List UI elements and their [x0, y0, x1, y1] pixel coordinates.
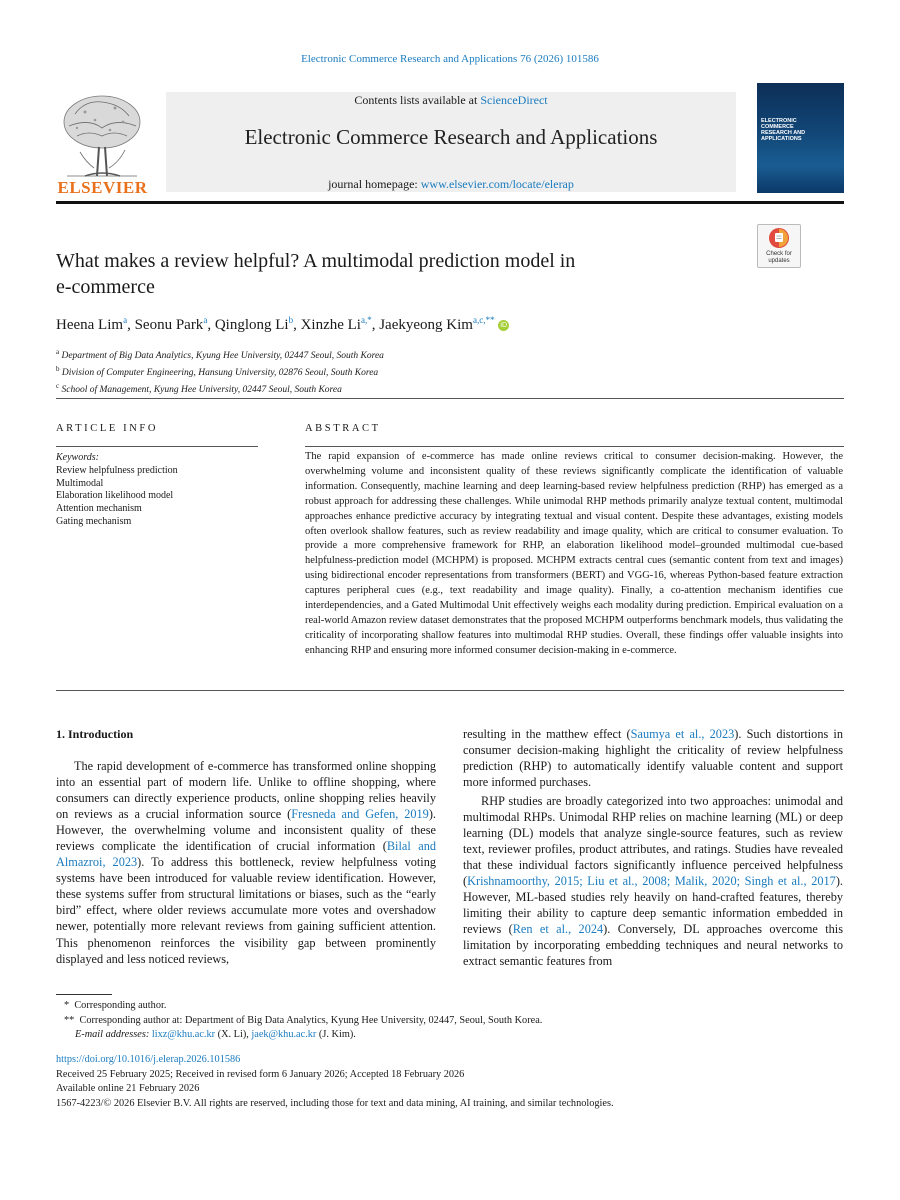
footnotes — [56, 999, 542, 1043]
received-dates: Received 25 February 2025; Received in revised form 6 January 2026; Accepted 18 February 2026 — [56, 1068, 465, 1080]
affiliation-item — [56, 363, 384, 380]
email-owner: (J. Kim). — [316, 1029, 356, 1040]
citation-link[interactable]: Saumya et al., 2023 — [630, 727, 735, 741]
cover-line: ELECTRONIC — [761, 118, 797, 124]
affiliation-text: Department of Big Data Analytics, Kyung Hee University, 02447 Seoul, South Korea — [61, 351, 384, 362]
keyword-item: Attention mechanism — [56, 503, 142, 515]
paragraph-text: ). However, ML-based studies rely heavily on hand-crafted features, thereby limiting their ability to capture deep semantic information embedded in reviews ( — [463, 874, 843, 937]
paragraph-text: RHP studies are broadly categorized into two approaches: unimodal and multimodal RHPs. Unimodal RHP relies on machine learning (ML) or deep learning (DL) models that analyze single-source features, such as review text, reviewer profiles, product attributes, and ratings. Studies have revealed that these individual factors significantly influence perceived helpfulness ( — [463, 794, 843, 889]
section-divider — [56, 690, 844, 691]
author-name[interactable]: Qinglong Li — [214, 317, 289, 333]
homepage-prefix: journal homepage: — [328, 177, 421, 191]
paragraph-text: The rapid development of e-commerce has transformed online shopping into an essential part of modern life. Unlike to offline shopping, where consumers can directly experience products, online shopping relies heavily on reviews as a crucial information source ( — [56, 759, 436, 822]
paragraph-text: ). Conversely, DL approaches overcome this limitation by incorporating embedding techniques and neural networks to extract semantic features from — [463, 922, 843, 969]
article-info-heading: ARTICLE INFO — [56, 423, 159, 434]
author-affiliation-mark[interactable]: a,* — [360, 315, 372, 325]
paragraph-text: ). Such distortions in consumer decision-making highlight the criticality of review helpfulness prediction (RHP) to automatically identify valuable content and support more informed purchases. — [463, 727, 843, 790]
cover-line: COMMERCE — [761, 124, 794, 130]
email-link[interactable]: jaek@khu.ac.kr — [251, 1029, 317, 1040]
abstract-text: The rapid expansion of e-commerce has made online reviews critical to consumer decision-making. However, the overwhelming volume and inconsistent quality of these reviews significantly complicate the identification of valuable information. Consequently, machine learning and deep learning-based review helpfulness prediction (RHP) has emerged as a robust approach for addressing these challenges. While unimodal RHP methods primarily analyze textual content, multimodal approaches enhance predictive accuracy by integrating textual and visual content. Despite these advantages, existing models often overlook shallow features, such as review readability and image quality, which are critical to consumer evaluation. To provide a more comprehensive framework for RHP, an elaboration likelihood model–grounded multimodal cue-based helpfulness-prediction model (MCHPM) is proposed. MCHPM extracts central cues (semantic content from text and images) using bidirectional encoder representations from transformers (BERT) and VGG-16, whereas Python-based feature extraction captures peripheral cues (e.g., text readability and image quality). Finally, a co-attention mechanism identifies cue interdependencies, and a Gated Multimodal Unit effectively weighs each modality during prediction. Empirical evaluation on a real-world Amazon review dataset demonstrates that the proposed MCHPM outperforms benchmark models, thus validating the criticality of incorporating shallow features into multimodal RHP studies. Overall, these findings offer valuable insights into enhancing RHP and ensuring more informed consumer decision-making in e-commerce. — [305, 451, 843, 656]
contents-prefix: Contents lists available at — [354, 93, 481, 107]
introduction-heading: 1. Introduction — [56, 727, 134, 741]
author-affiliation-mark[interactable]: a — [203, 315, 208, 325]
author-name[interactable]: Seonu Park — [134, 317, 204, 333]
contents-availability-line — [166, 93, 736, 108]
journal-title: Electronic Commerce Research and Applications — [244, 125, 658, 149]
check-updates-label: Check for — [766, 251, 792, 257]
footnote-divider — [56, 994, 112, 995]
paper-title-line: e-commerce — [56, 276, 155, 298]
abstract-heading: ABSTRACT — [305, 423, 381, 434]
email-owner: (X. Li), — [215, 1029, 252, 1040]
doi-link[interactable]: https://doi.org/10.1016/j.elerap.2026.101586 — [56, 1054, 241, 1065]
email-line — [56, 1028, 542, 1043]
paper-title — [56, 248, 696, 300]
citation-link[interactable]: Fresneda and Gefen, 2019 — [291, 807, 429, 822]
paragraph-text: ). However, the overwhelming volume and inconsistent quality of these reviews complicate the identification of crucial information ( — [56, 807, 436, 854]
journal-homepage-line — [166, 177, 736, 192]
affiliation-mark: a — [56, 348, 60, 356]
journal-cover-title — [761, 118, 841, 142]
email-link[interactable]: lixz@khu.ac.kr — [151, 1029, 216, 1040]
affiliation-list — [56, 346, 384, 397]
keyword-item: Multimodal — [56, 477, 104, 489]
journal-reference-link[interactable]: Electronic Commerce Research and Applications 76 (2026) 101586 — [301, 53, 599, 65]
affiliation-mark: b — [56, 365, 60, 374]
citation-link[interactable]: Bilal and Almazroi, 2023 — [56, 839, 436, 870]
author-name[interactable]: Heena Lim — [56, 317, 124, 333]
paper-title-line: What makes a review helpful? A multimodal prediction model in — [56, 250, 576, 272]
footnote-mark: * — [64, 1000, 70, 1011]
cover-line: APPLICATIONS — [761, 136, 802, 142]
footnote-mark: ** — [64, 1014, 75, 1026]
footnote-text: Corresponding author at: Department of Big Data Analytics, Kyung Hee University, 02447, Seoul, South Korea. — [79, 1014, 543, 1026]
author-affiliation-mark[interactable]: a,c,** — [472, 315, 495, 325]
orcid-icon[interactable]: iD — [498, 320, 509, 331]
author-separator: , — [293, 317, 301, 333]
author-name[interactable]: Jaekyeong Kim — [379, 317, 473, 333]
check-updates-label: updates — [768, 257, 790, 264]
check-for-updates-button[interactable] — [757, 224, 801, 268]
keyword-item: Elaboration likelihood model — [56, 490, 174, 502]
author-separator: , — [371, 317, 380, 333]
keyword-item: Review helpfulness prediction — [56, 464, 178, 476]
affiliation-text: Division of Computer Engineering, Hansung University, 02876 Seoul, South Korea — [61, 368, 379, 379]
footnote-text: Corresponding author. — [74, 1000, 167, 1011]
citation-link[interactable]: Krishnamoorthy, 2015; Liu et al., 2008; Malik, 2020; Singh et al., 2017 — [467, 874, 836, 889]
affiliation-text: School of Management, Kyung Hee University, 02447 Seoul, South Korea — [61, 385, 342, 396]
keywords-label: Keywords: — [56, 452, 99, 463]
author-name[interactable]: Xinzhe Li — [300, 317, 361, 333]
author-list — [56, 315, 509, 334]
cover-line: RESEARCH AND — [761, 130, 806, 136]
keyword-item: Gating mechanism — [56, 515, 132, 527]
email-label: E-mail addresses: — [75, 1029, 150, 1040]
abstract-divider — [305, 446, 844, 447]
sciencedirect-link[interactable]: ScienceDirect — [480, 93, 548, 107]
check-updates-icon — [758, 225, 800, 251]
footnote-item — [56, 1014, 542, 1029]
author-affiliation-mark[interactable]: b — [288, 315, 294, 325]
available-online-date: Available online 21 February 2026 — [56, 1083, 200, 1094]
copyright-notice: 1567-4223/© 2026 Elsevier B.V. All rights are reserved, including those for text and data mining, AI training, and similar technologies. — [56, 1097, 614, 1109]
footnote-item — [56, 999, 542, 1014]
article-info-divider — [56, 446, 258, 447]
author-separator: , — [207, 317, 215, 333]
publication-info — [56, 1053, 614, 1111]
paragraph-text: ). To address this bottleneck, review helpfulness voting systems have been introduced for valuable review identification. However, these systems suffer from structural limitations or biases, such as the “early bird” effect, where older reviews accumulate more votes and overshadow newer, potentially more relevant reviews from gaining sufficient attention. This phenomenon reinforces the visibility gap between prominently displayed and less noticed reviews, — [56, 855, 436, 966]
author-separator: , — [127, 317, 135, 333]
intro-paragraph — [463, 726, 843, 790]
affiliation-item — [56, 346, 384, 363]
journal-homepage-link[interactable]: www.elsevier.com/locate/elerap — [420, 177, 574, 191]
citation-link[interactable]: Ren et al., 2024 — [512, 922, 604, 937]
elsevier-wordmark: ELSEVIER — [57, 178, 148, 197]
paragraph-text: resulting in the matthew effect ( — [463, 727, 631, 741]
keywords-list — [56, 452, 178, 529]
section-divider — [56, 398, 844, 399]
affiliation-mark: c — [56, 382, 60, 391]
intro-paragraph — [463, 793, 843, 970]
header-divider — [56, 201, 844, 204]
intro-paragraph — [56, 758, 436, 967]
affiliation-item — [56, 380, 384, 397]
author-affiliation-mark[interactable]: a — [123, 315, 128, 325]
